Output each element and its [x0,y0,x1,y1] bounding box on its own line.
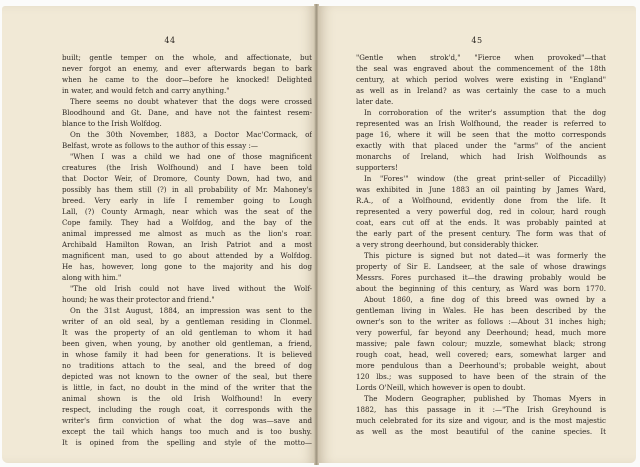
text-line: blance to the Irish Wolfdog. [62,119,162,128]
text-line: 120 lbs.; was supposed to have been of the strain of the [356,372,606,381]
text-line: the early part of the present century. The form was that of [356,229,606,238]
text-line: This picture is signed but not dated—it was formerly the [364,251,606,260]
text-line: Cope family. They had a Wolfdog, and the bay of the [62,218,312,227]
left-page [2,6,316,463]
text-line: On the 31st August, 1884, an impression was sent to the [70,306,312,315]
text-line: Belfast, wrote as follows to the author of this essay :— [62,141,258,150]
text-line: monarchs of Ireland, which had Irish Wolfhounds as [356,152,606,161]
text-line: animal impressed me almost as much as the lion's roar. [62,229,312,238]
text-line: It is opined from the spelling and style of the motto— [62,438,312,447]
text-line: respect, including the rough coat, it corresponds with the [62,405,312,414]
text-line: creatures (the Irish Wolfhound) and I have been told [62,163,312,172]
text-line: property of Sir E. Landseer, at the sale of whose drawings [356,262,606,271]
text-line: depicted was not known to the owner of the seal, but there [62,372,312,381]
left-page-text [62,52,312,448]
text-line: no traditions attach to the seal, and the breed of dog [62,361,312,370]
text-line: writer of an old seal, by a gentleman residing in Clonmel. [62,317,312,326]
text-line: On the 30th November, 1883, a Doctor Mac'Cormack, of [70,130,312,139]
text-line: In "Fores'" window (the great print-seller of Piccadilly) [364,174,606,183]
text-line: "The old Irish could not have lived without the Wolf- [70,284,312,293]
right-page-text [356,52,606,437]
text-line: massive; pale fawn colour; muzzle, somewhat black; strong [356,339,606,348]
text-line: built; gentle temper on the whole, and affectionate, but [62,53,312,62]
text-line: represented a very powerful dog, red in colour, hard rough [356,207,606,216]
text-line: century, at which period wolves were existing in "England" [356,75,606,84]
text-line: more pendulous than a Deerhound's; probable weight, about [356,361,606,370]
text-line: writer's firm conviction of what the dog was—save and [62,416,312,425]
text-line: gentleman living in Wales. He has been described by the [356,306,606,315]
text-line: The Modern Geographer, published by Thomas Myers in [364,394,606,403]
text-line: when he came to the door—before he knocked! Delighted [62,75,312,84]
text-line: "Gentle when strok'd," "Fierce when provoked"—that [356,53,606,62]
text-line: was exhibited in June 1883 an oil painting by James Ward, [356,185,606,194]
text-line: Lall, (?) County Armagh, near which was the seat of the [62,207,312,216]
text-line: along with him." [62,273,122,282]
text-line: as well as in Ireland? as was certainly the case to a much [356,86,606,95]
text-line: Bloodhound and Gt. Dane, and have not the faintest resem- [62,108,312,117]
text-line: a very strong deerhound, but considerably thicker. [356,240,539,249]
text-line: Archibald Hamilton Rowan, an Irish Patriot and a most [62,240,312,249]
text-line: "When I was a child we had one of those magnificent [70,152,312,161]
text-line: hound; he was their protector and friend." [62,295,215,304]
text-line: about the beginning of this century, as Ward was born 1770. [356,284,606,293]
text-line: About 1860, a fine dog of this breed was owned by a [364,295,606,304]
text-line: 1882, has this passage in it :—"The Irish Greyhound is [356,405,606,414]
text-line: He has, however, long gone to the majority and his dog [62,262,312,271]
right-page [318,6,636,463]
text-line: later date. [356,97,394,106]
text-line: Messrs. Fores purchased it—the drawing probably would be [356,273,606,282]
text-line: page 16, where it will be seen that the motto corresponds [356,130,606,139]
text-line: It was the property of an old gentleman to whom it had [62,328,312,337]
text-line: the seal was engraved about the commencement of the 18th [356,64,606,73]
text-line: There seems no doubt whatever that the dogs were crossed [70,97,312,106]
text-line: breed. Very early in life I remember going to Lough [62,196,312,205]
text-line: exactly with that placed under the "arms" of the ancient [356,141,606,150]
text-line: magnificent man, used to go about attended by a Wolfdog. [62,251,312,260]
text-line: never forgot an enemy, and ever afterwards began to bark [62,64,312,73]
text-line: animal shown is the old Irish Wolfhound! In every [62,394,312,403]
page-number-left: 44 [164,36,176,45]
text-line: rough coat, head, well covered; ears, somewhat larger and [356,350,606,359]
text-line: except the tail which hangs too much and is too bushy. [62,427,312,436]
text-line: in water, and would fetch and carry anything." [62,86,230,95]
text-line: In corroboration of the writer's assumption that the dog [364,108,606,117]
text-line: much celebrated for its size and vigour, and is the most majestic [356,416,606,425]
text-line: represented was an Irish Wolfhound, the reader is referred to [356,119,606,128]
text-line: Lords O'Neill, which however is open to doubt. [356,383,526,392]
text-line: that Doctor Weir, of Dromore, County Down, had two, and [62,174,312,183]
text-line: in whose family it had been for generations. It is believed [62,350,312,359]
text-line: possibly has them still (?) in all probability of Mr. Mahoney's [62,185,312,194]
page-number-right: 45 [471,36,483,45]
text-line: R.A., of a Wolfhound, evidently done from the life. It [356,196,606,205]
text-line: coat, ears cut off at the ends. It was probably painted at [356,218,606,227]
text-line: is little, in fact, no doubt in the mind of the writer that the [62,383,312,392]
text-line: been given, when young, by another old gentleman, a friend, [62,339,312,348]
text-line: very powerful, far beyond any Deerhound; head, much more [356,328,606,337]
text-line: supporters! [356,163,398,172]
text-line: owner's son to the writer as follows :—About 31 inches high; [356,317,606,326]
text-line: as well as the most beautiful of the canine species. It [356,427,606,436]
